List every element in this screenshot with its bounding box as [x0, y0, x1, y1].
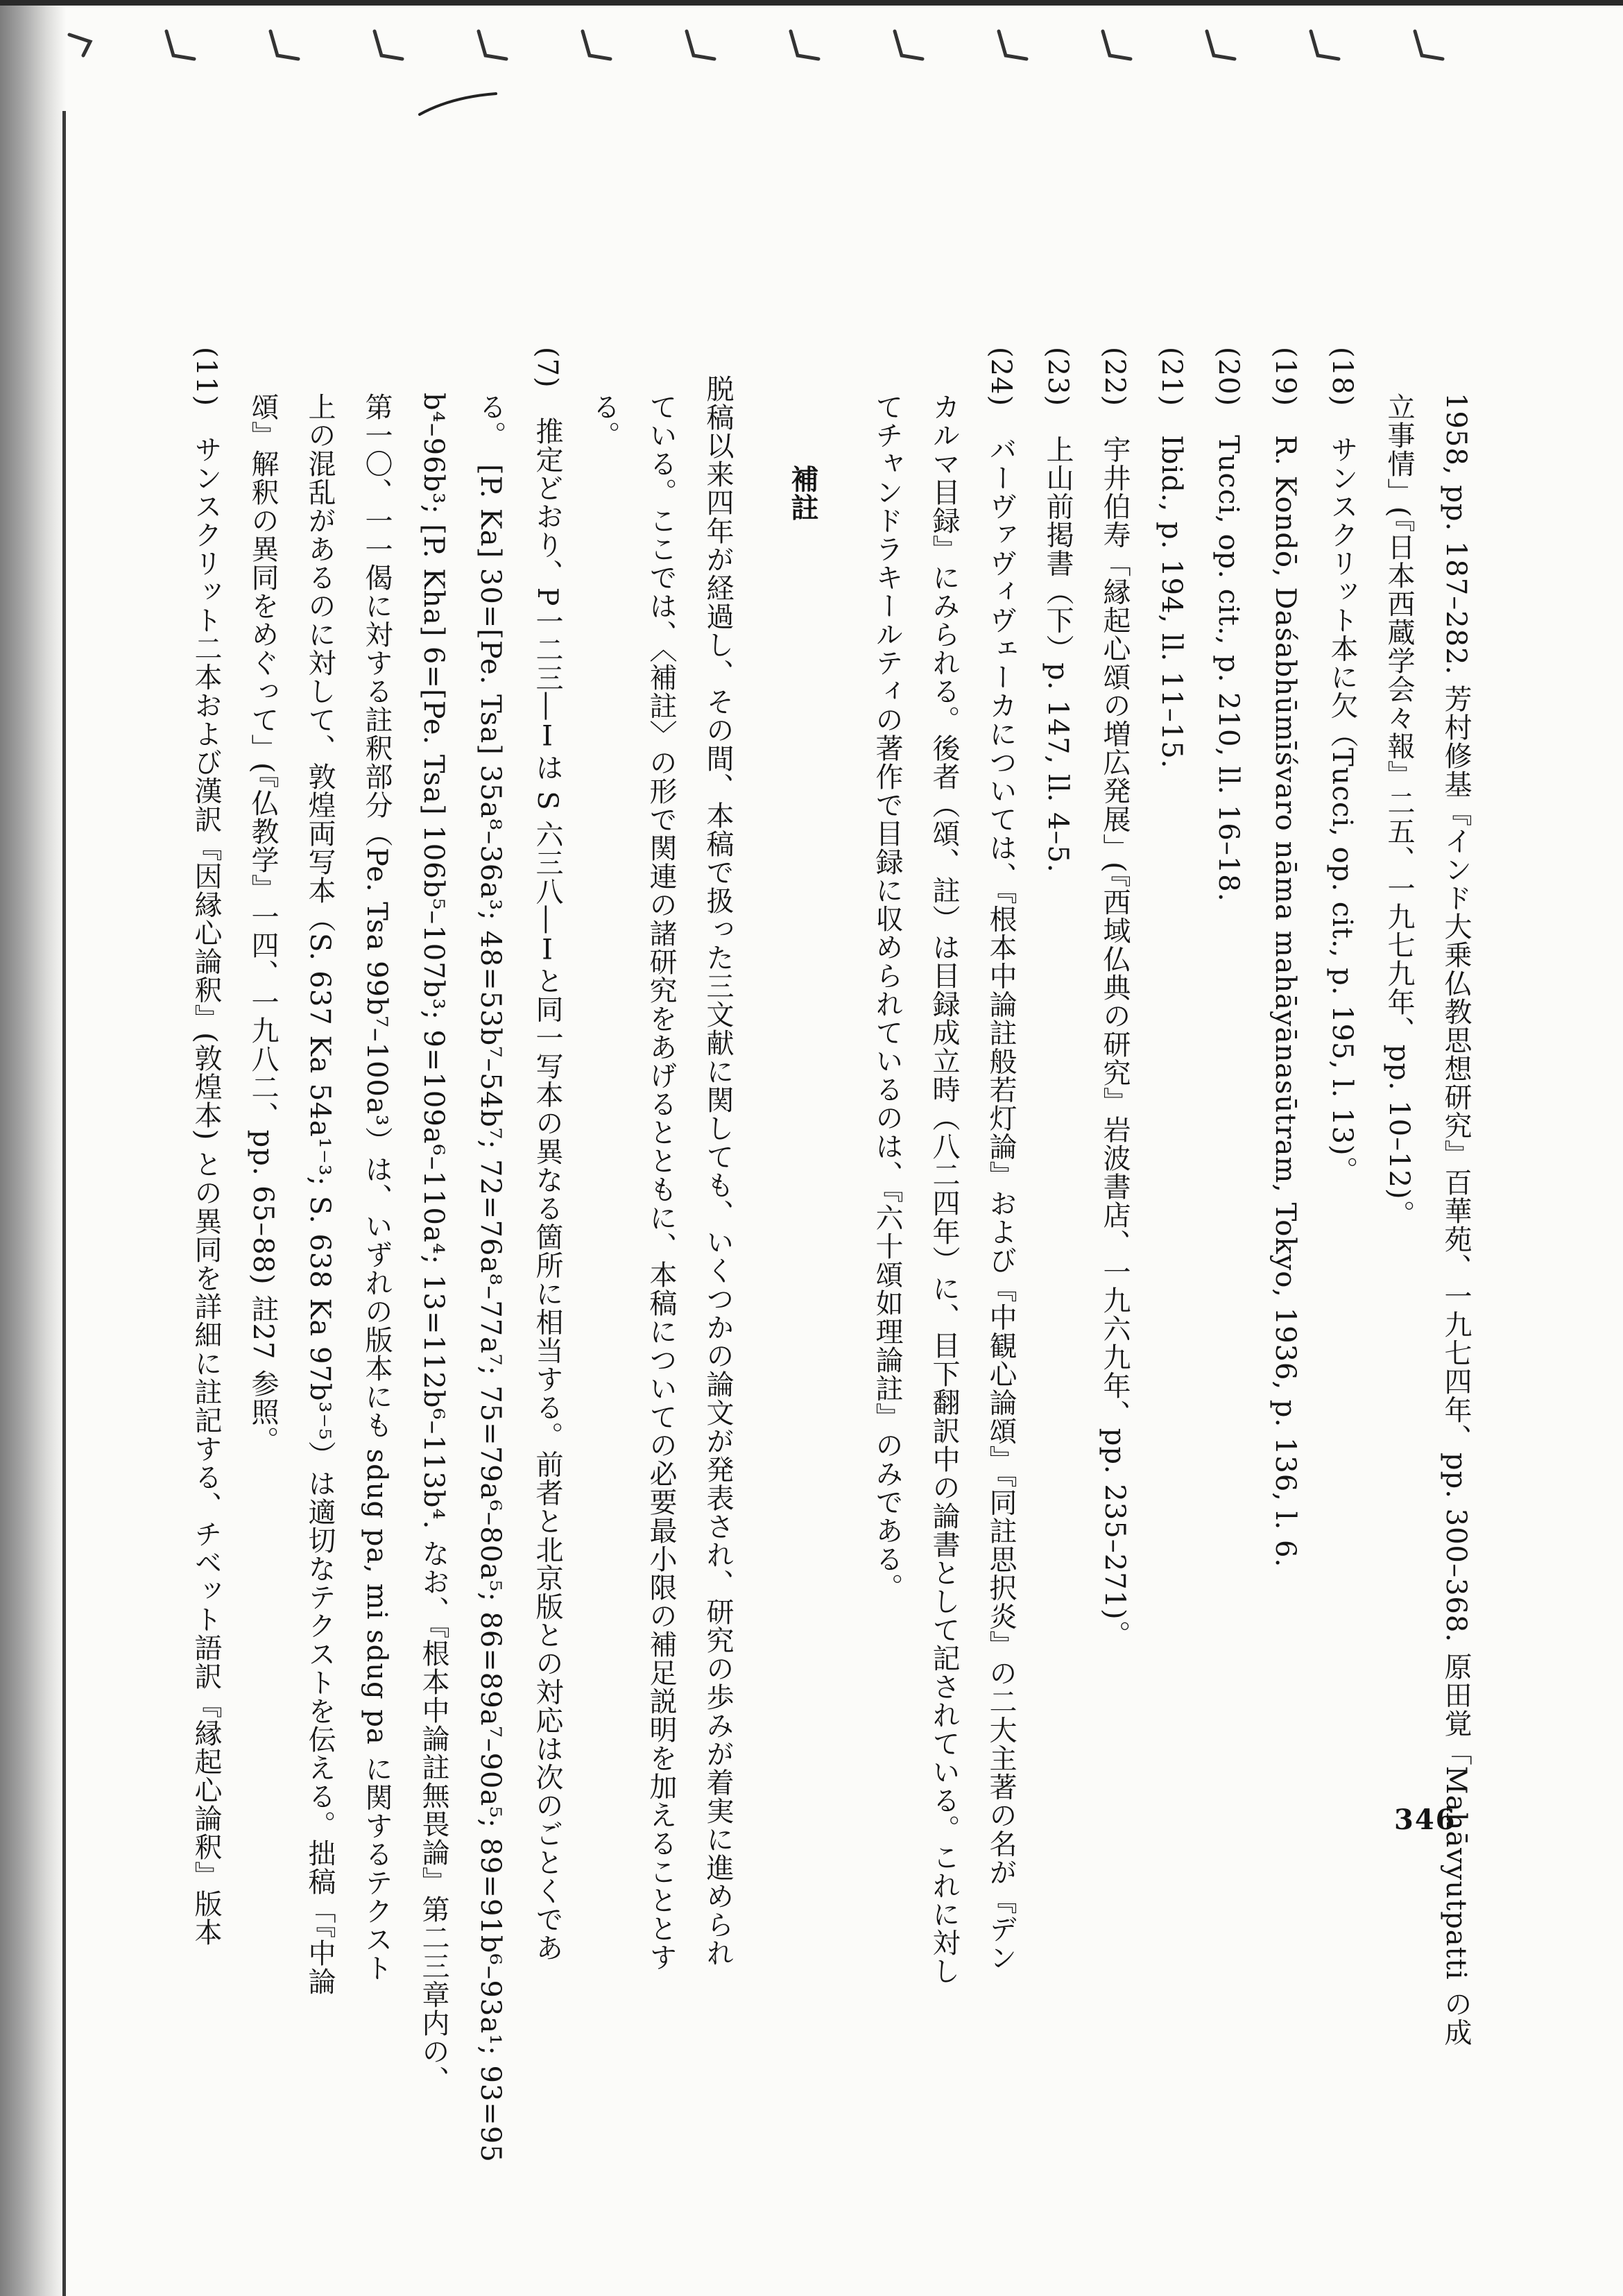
page-number: 346 [1394, 1804, 1457, 1836]
text-line: (22) 宇井伯寿「縁起心頌の増広発展」(『西域仏典の研究』岩波書店、一九六九年、pp. 235–271)。 [1099, 347, 1131, 1649]
text-line: カルマ目録』にみられる。後者（頌、註）は目録成立時（八二四年）に、目下翻訳中の論書として記されている。これに対し [928, 393, 960, 1985]
text-line: 上の混乱があるのに対して、敦煌両写本（S. 637 Ka 54a¹⁻³; S. 638 Ka 97b³⁻⁵）は適切なテクストを伝える。拙稿「『中論 [304, 393, 336, 1996]
text-line: (21) Ibid., p. 194, ll. 11–15. [1156, 347, 1187, 769]
text-line: (23) 上山前掲書（下）p. 147, ll. 4–5. [1042, 347, 1074, 873]
text-line: 脱稿以来四年が経過し、その間、本稿で扱った三文献に関しても、いくつかの論文が発表され、研究の歩みが着実に進められ [702, 375, 734, 1967]
text-line: (18) サンスクリット本に欠（Tucci, op. cit., p. 195, l. 13)。 [1326, 347, 1358, 1185]
binding-shadow [0, 0, 66, 2296]
text-line: (24) バーヴァヴィヴェーカについては、『根本中論註般若灯論』および『中観心論頌』『同註思択炎』の二大主著の名が『デン [985, 347, 1017, 1972]
text-line: (7) 推定どおり、P一二三―Ⅰは S 六三八―Ⅰと同一写本の異なる箇所に相当する。前者と北京版との対応は次のごとくであ [531, 347, 563, 1962]
ring-binder-marks [62, 21, 1554, 76]
text-line: 第一〇、一一偈に対する註釈部分（Pe. Tsa 99b⁷–100a³）は、いずれの版本にも sdug pa, mi sdug pa に関するテクスト [361, 393, 393, 1982]
vertical-text-block [190, 347, 1484, 2163]
text-line: 頌』解釈の異同をめぐって」(『仏教学』一四、一九八二、pp. 65–88) 註27 参照。 [247, 393, 279, 1455]
text-line: b⁴–96b³; [P. Kha] 6=[Pe. Tsa] 106b⁵–107b³; 9=109a⁶–110a⁴; 13=112b⁶–113b⁴. なお、『根本中論註無畏論』第二三章内の、 [418, 393, 449, 2094]
page-top-edge [0, 0, 1623, 6]
text-line: (11) サンスクリット二本および漢訳『因縁心論釈』(敦煌本) との異同を詳細に註記する、チベット語訳『縁起心論釈』版本 [190, 347, 222, 1947]
section-heading: 補註 [787, 465, 818, 522]
margin-line [62, 111, 66, 2296]
text-line: る。 [P. Ka] 30=[Pe. Tsa] 35a⁸–36a³; 48=53b⁷–54b⁷; 72=76a⁸–77a⁷; 75=79a⁶–80a⁵; 86=89a⁷–90a⁵; 89=91b⁶–93a¹; 93=95 [474, 393, 506, 2163]
text-line: てチャンドラキールティの著作で目録に収められているのは、『六十頌如理論註』のみである。 [871, 393, 903, 1602]
text-line: (20) Tucci, op. cit., p. 210, ll. 16–18. [1212, 347, 1244, 902]
text-line: 立事情」(『日本西蔵学会々報』二五、一九七九年、pp. 10–12)。 [1383, 393, 1415, 1228]
text-line: (19) R. Kondō, Daśabhūmīśvaro nāma mahāyānasūtram, Tokyo, 1936, p. 136, l. 6. [1269, 347, 1301, 1568]
pen-stroke-mark [416, 90, 499, 118]
text-line: 1958, pp. 187–282. 芳村修基『インド大乗仏教思想研究』百華苑、一九七四年、pp. 300–368. 原田覚「Mahāvyutpatti の成 [1440, 393, 1472, 2047]
text-line: る。 [588, 393, 620, 449]
text-line: ている。ここでは、〈補註〉の形で関連の諸研究をあげるとともに、本稿についての必要最小限の補足説明を加えることとす [645, 393, 677, 1971]
